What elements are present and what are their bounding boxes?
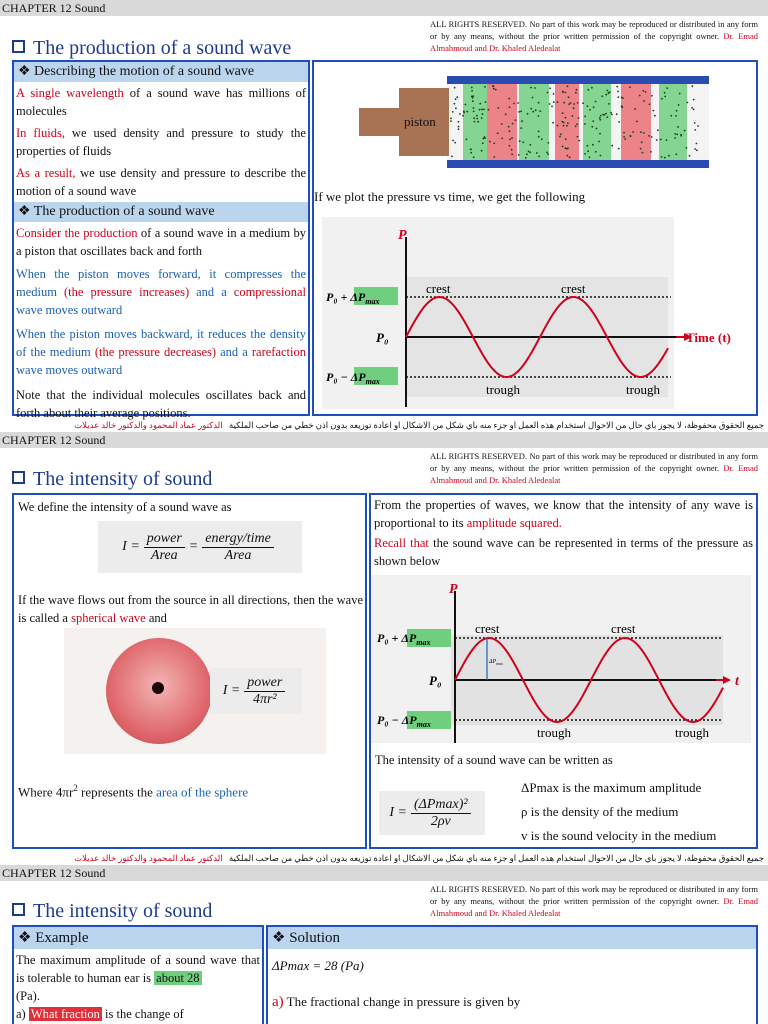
paragraph: We define the intensity of a sound wave as bbox=[18, 500, 232, 514]
p-axis-label: P bbox=[449, 582, 458, 597]
solution-line: a) The fractional change in pressure is given by bbox=[272, 994, 521, 1010]
left-panel bbox=[12, 493, 367, 849]
crest-label-1: crest bbox=[426, 281, 451, 296]
crest-label-1: crest bbox=[475, 621, 500, 636]
source-dot-icon bbox=[152, 682, 164, 694]
svg-text:P₀ − ΔPmax: $P_0 - \Delta P_{max}$ bbox=[377, 713, 431, 729]
paragraph: When the piston moves forward, it compresses the medium (the pressure increases) and a compressional wave moves outward bbox=[16, 267, 306, 317]
piston-tube-illustration bbox=[359, 66, 709, 176]
paragraph: In fluids, we used density and pressure to study the properties of fluids bbox=[16, 126, 306, 158]
solution-heading: ❖ Solution bbox=[268, 927, 756, 949]
delta-p-small-label: ΔP bbox=[489, 659, 497, 665]
trough-label-1: trough bbox=[537, 725, 571, 740]
paragraph: Recall that the sound wave can be represented in terms of the pressure as shown below bbox=[374, 536, 753, 568]
example-panel bbox=[12, 925, 264, 1024]
svg-text:P₀ + ΔPmax: $P_0 + \Delta P_{max}$ bbox=[377, 631, 431, 647]
example-heading: ❖ Example bbox=[14, 927, 262, 949]
p0-minus-label: P₀ − ΔP bbox=[326, 370, 366, 384]
p0-plus-label: P₀ + ΔP bbox=[326, 290, 366, 304]
checkbox-square-icon bbox=[12, 903, 25, 916]
rights-notice: ALL RIGHTS RESERVED. No part of this work may be reproduced or distributed in any form or by any means, without the prior written permission of the copyright owner. Dr. Emad Almahmoud and Dr. Khaled Aledealat bbox=[430, 19, 758, 53]
subheading: ❖ The production of a sound wave bbox=[14, 202, 308, 222]
checkbox-square-icon bbox=[12, 40, 25, 53]
trough-label-1: trough bbox=[486, 382, 520, 397]
trough-label-2: trough bbox=[626, 382, 660, 397]
chapter-label: CHAPTER 12 Sound bbox=[2, 1, 106, 15]
paragraph: The intensity of a sound wave can be written as bbox=[375, 753, 613, 767]
pressure-graph bbox=[371, 575, 756, 745]
chapter-bar bbox=[0, 0, 768, 16]
page-title: The intensity of sound bbox=[12, 899, 212, 923]
definition: v is the sound velocity in the medium bbox=[521, 828, 717, 843]
chapter-bar bbox=[0, 432, 768, 448]
solution-panel bbox=[266, 925, 758, 1024]
checkbox-square-icon bbox=[12, 471, 25, 484]
p0-plus-label: P₀ + ΔP bbox=[377, 631, 417, 645]
paragraph: Note that the individual molecules oscillates back and forth about their average positions. bbox=[16, 388, 306, 420]
chapter-label: CHAPTER 12 Sound bbox=[2, 433, 106, 447]
p0-label: P₀ bbox=[429, 673, 442, 688]
rights-notice: ALL RIGHTS RESERVED. No part of this work may be reproduced or distributed in any form or by any means, without the prior written permission of the copyright owner. Dr. Emad Almahmoud and Dr. Khaled Aledealat bbox=[430, 451, 758, 485]
t-axis-label: t bbox=[735, 674, 739, 689]
intensity-formula: I = $\frac{\text{power}}{\text{Area}}$ = $\frac{\text{energy/time}}{\text{Area}}$ bbox=[98, 521, 302, 573]
footer-arabic: جميع الحقوق محفوظة، لا يجوز باي حال من الاحوال استخدام هذه العمل او جزء منه باي شكل من الاشكال او اعادة توزيعه بدون اذن خطي من صاحب الملكية الدكتور عماد المحمود والدكتور خالد عديلات bbox=[74, 853, 764, 863]
pressure-intensity-formula: I = $\frac{\text{(ΔPmax)²}}{2\rho v}$ bbox=[379, 791, 485, 835]
p0-label: P₀ bbox=[376, 330, 389, 345]
subheading: ❖ Describing the motion of a sound wave bbox=[14, 62, 308, 82]
crest-label-2: crest bbox=[611, 621, 636, 636]
definition: ΔPmax is the maximum amplitude bbox=[521, 780, 702, 795]
piston-label: piston bbox=[404, 114, 436, 129]
left-panel bbox=[12, 60, 310, 420]
definition: ρ is the density of the medium bbox=[521, 804, 679, 819]
chapter-bar bbox=[0, 865, 768, 881]
paragraph: Consider the production of a sound wave in a medium by a piston that oscillates back and forth bbox=[16, 226, 306, 258]
right-panel bbox=[369, 493, 758, 849]
paragraph: From the properties of waves, we know that the intensity of any wave is proportional to its amplitude squared. bbox=[374, 498, 753, 530]
page-title: The intensity of sound bbox=[12, 467, 212, 491]
chapter-label: CHAPTER 12 Sound bbox=[2, 866, 106, 880]
paragraph: As a result, we use density and pressure to describe the motion of a sound wave bbox=[16, 166, 306, 198]
footer-arabic: جميع الحقوق محفوظة، لا يجوز باي حال من الاحوال استخدام هذه العمل او جزء منه باي شكل من الاشكال او اعادة توزيعه بدون اذن خطي من صاحب الملكية الدكتور عماد المحمود والدكتور خالد عديلات bbox=[74, 420, 764, 430]
trough-label-2: trough bbox=[675, 725, 709, 740]
page-title: The production of a sound wave bbox=[12, 36, 291, 60]
right-panel bbox=[312, 60, 758, 416]
spherical-intensity-formula: I = $\frac{\text{power}}{\text{4πr²}}$ bbox=[210, 668, 302, 714]
time-axis-label: Time (t) bbox=[686, 330, 731, 345]
plot-caption: If we plot the pressure vs time, we get the following bbox=[314, 189, 586, 204]
svg-text:P₀ − ΔPmax: $P_0 - \Delta P_{max}$ bbox=[326, 370, 380, 386]
svg-text:ΔPmax: $\Delta P_{max}$ bbox=[489, 659, 503, 666]
p0-minus-label: P₀ − ΔP bbox=[377, 713, 417, 727]
paragraph: A single wavelength of a sound wave has millions of molecules bbox=[16, 86, 306, 118]
paragraph: If the wave flows out from the source in all directions, then the wave is called a spherical wave and bbox=[18, 593, 363, 625]
area-note: Where $4\pi r^2$ represents the area of the sphere bbox=[18, 783, 249, 800]
paragraph: When the piston moves backward, it reduces the density of the medium (the pressure decreases) and a rarefaction wave moves outward bbox=[16, 327, 306, 377]
svg-text:P₀ + ΔPmax: $P_0 + \Delta P_{max}$ bbox=[326, 290, 380, 306]
pressure-time-graph bbox=[316, 217, 756, 412]
crest-label-2: crest bbox=[561, 281, 586, 296]
example-text: The maximum amplitude of a sound wave that is tolerable to human ear is about 28 (Pa). a) What fraction is the change of bbox=[16, 953, 260, 1021]
rights-notice: ALL RIGHTS RESERVED. No part of this work may be reproduced or distributed in any form or by any means, without the prior written permission of the copyright owner. Dr. Emad Almahmoud and Dr. Khaled Aledealat bbox=[430, 884, 758, 918]
solution-line: ΔPmax = 28 (Pa) bbox=[272, 958, 364, 973]
p-axis-label: P bbox=[398, 228, 407, 243]
